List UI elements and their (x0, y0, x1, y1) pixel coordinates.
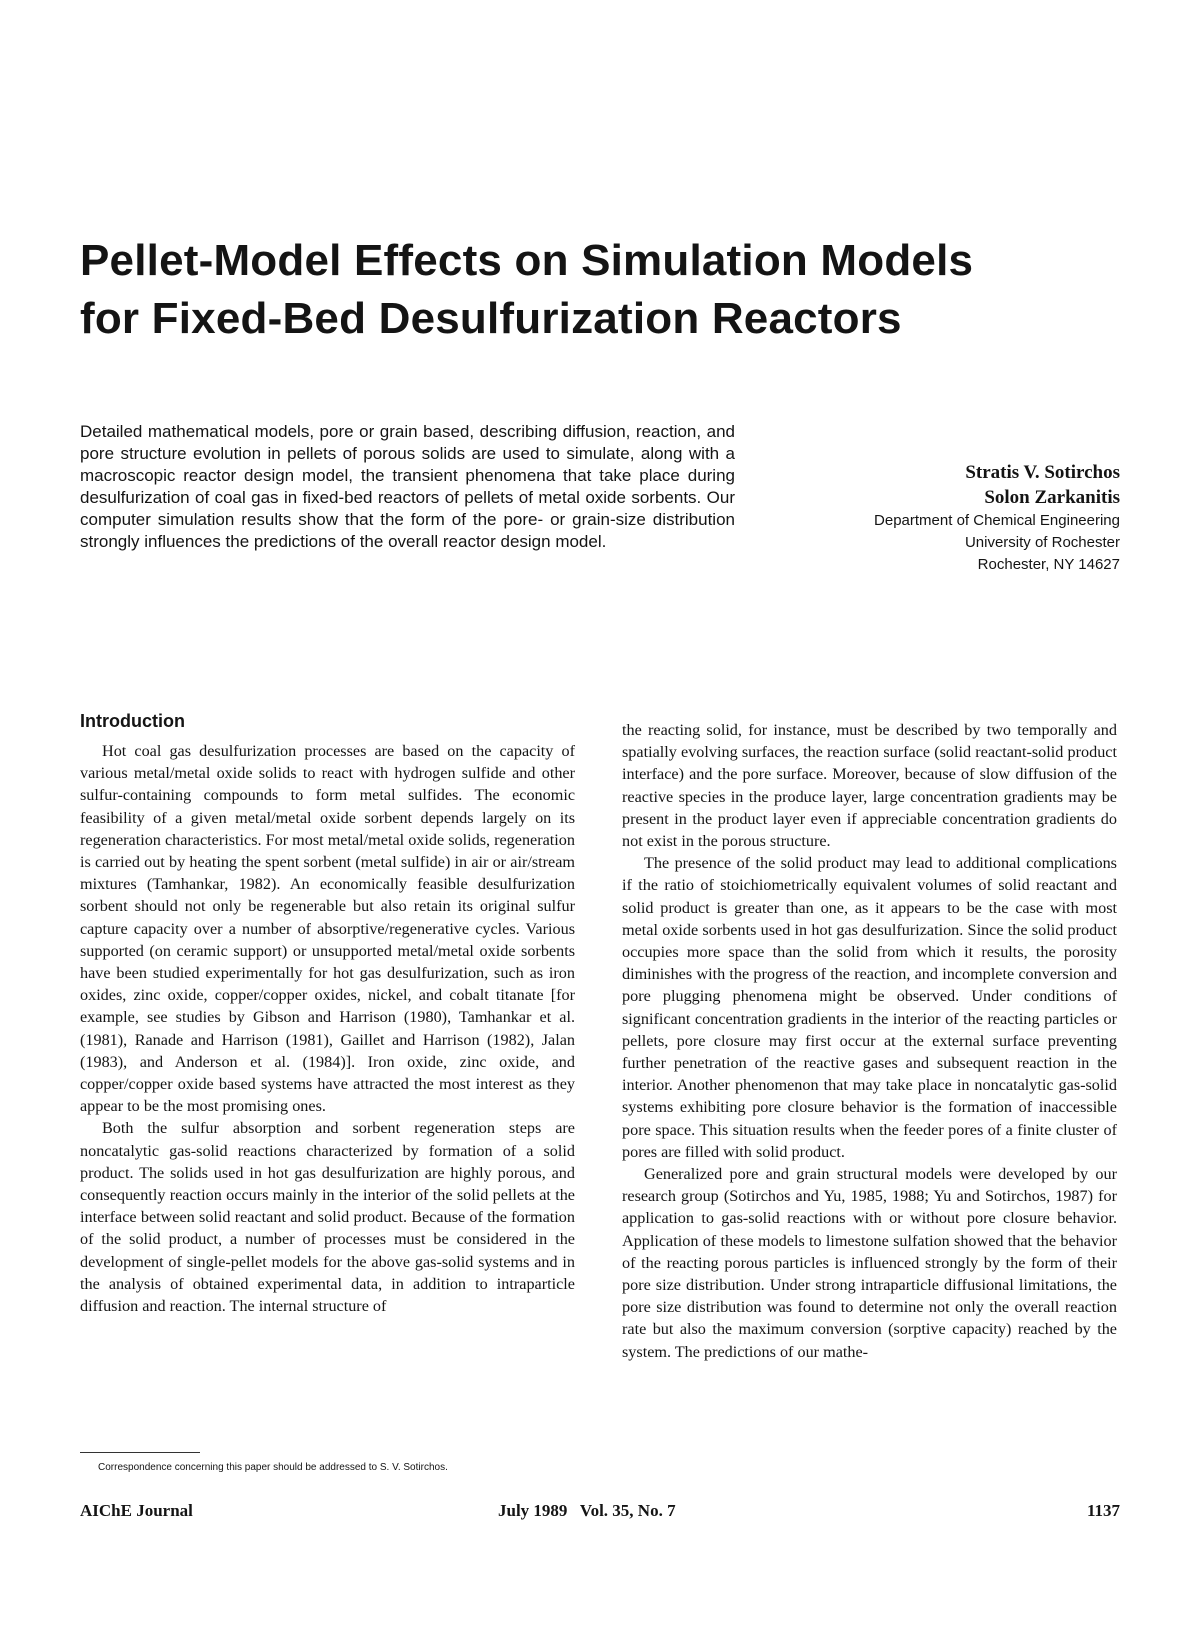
footer-issue: July 1989 Vol. 35, No. 7 (498, 1501, 676, 1520)
affiliation-address: Rochester, NY 14627 (977, 556, 1120, 573)
body-paragraph: Hot coal gas desulfurization processes are based on the capacity of various metal/metal oxide solids to react with hydrogen sulfide and other sulfur-containing compounds to form metal sulfides. The economic feasibility of a given metal/metal oxide sorbent depends largely on its regeneration characteristics. For most metal/metal oxide solids, regeneration is carried out by heating the spent sorbent (metal sulfide) in air or air/stream mixtures (Tamhankar, 1982). An economically feasible desulfurization sorbent should not only be regenerable but also retain its original sulfur capture capacity over a number of absorptive/regenerative cycles. Various supported (on ceramic support) or unsupported metal/metal oxide sorbents have been studied experimentally for hot gas desulfurization, such as iron oxides, zinc oxide, copper/copper oxides, nickel, and cobalt titanate [for example, see studies by Gibson and Harrison (1980), Tamhankar et al. (1981), Ranade and Harrison (1981), Gaillet and Harrison (1982), Jalan (1983), and Anderson et al. (1984)]. Iron oxide, zinc oxide, and copper/copper oxide based systems have attracted the most interest as they appear to be the most promising ones. (80, 742, 575, 1116)
footnote-divider (80, 1452, 200, 1453)
body-paragraph: the reacting solid, for instance, must be described by two temporally and spatially evolving surfaces, the reaction surface (solid reactant-solid product interface) and the pore surface. Moreover, because of slow diffusion of the reactive species in the produce layer, large concentration gradients may be present in the product layer even if appreciable concentration gradients do not exist in the porous structure. (622, 721, 1117, 851)
author-name: Solon Zarkanitis (984, 487, 1120, 508)
footnote: Correspondence concerning this paper should be addressed to S. V. Sotirchos. (98, 1462, 448, 1473)
affiliation-university: University of Rochester (964, 534, 1120, 551)
affiliation-department: Department of Chemical Engineering (874, 512, 1120, 529)
right-column (622, 719, 1117, 1363)
footer-page-number: 1137 (1086, 1501, 1120, 1520)
abstract: Detailed mathematical models, pore or grain based, describing diffusion, reaction, and pore structure evolution in pellets of porous solids are used to simulate, along with a macroscopic reactor design model, the transient phenomena that take place during desulfurization of coal gas in fixed-bed reactors of pellets of metal oxide sorbents. Our computer simulation results show that the form of the pore- or grain-size distribution strongly influences the predictions of the overall reactor design model. (80, 422, 735, 551)
author-block (780, 460, 1120, 576)
footer-journal-name: AIChE Journal (80, 1501, 193, 1520)
body-paragraph: The presence of the solid product may lead to additional complications if the ratio of stoichiometrically equivalent volumes of solid reactant and solid product is greater than one, as it appears to be the case with most metal oxide sorbents used in hot gas desulfurization. Since the solid product occupies more space than the solid from which it results, the porosity diminishes with the progress of the reaction, and incomplete conversion and pore plugging phenomena might be observed. Under conditions of significant concentration gradients in the interior of the reacting particles or pellets, pore closure may first occur at the external surface preventing further penetration of the reactive gases and subsequent reaction in the interior. Another phenomenon that may take place in noncatalytic gas-solid systems exhibiting pore closure behavior is the formation of inaccessible pore space. This situation results when the feeder pores of a finite cluster of pores are filled with solid product. (622, 854, 1117, 1161)
title-line-2: for Fixed-Bed Desulfurization Reactors (80, 294, 902, 343)
paper-title (80, 232, 1140, 348)
left-column (80, 710, 575, 1317)
title-line-1: Pellet-Model Effects on Simulation Models (80, 236, 974, 285)
body-paragraph: Both the sulfur absorption and sorbent regeneration steps are noncatalytic gas-solid reactions characterized by formation of a solid product. The solids used in hot gas desulfurization are highly porous, and consequently reaction occurs mainly in the interior of the solid pellets at the interface between solid reactant and solid product. Because of the formation of the solid product, a number of processes must be considered in the development of single-pellet models for the above gas-solid systems and in the analysis of obtained experimental data, in addition to intraparticle diffusion and reaction. The internal structure of (80, 1119, 575, 1316)
body-paragraph: Generalized pore and grain structural models were developed by our research group (Sotirchos and Yu, 1985, 1988; Yu and Sotirchos, 1987) for application to gas-solid reactions with or without pore closure behavior. Application of these models to limestone sulfation showed that the behavior of the reacting porous particles is influenced strongly by the form of their pore size distribution. Under strong intraparticle diffusional limitations, the pore size distribution was found to determine not only the overall reaction rate but also the maximum conversion (sorptive capacity) reached by the system. The predictions of our mathe- (622, 1165, 1117, 1361)
author-name: Stratis V. Sotirchos (965, 462, 1120, 483)
section-heading-introduction: Introduction (80, 711, 185, 731)
